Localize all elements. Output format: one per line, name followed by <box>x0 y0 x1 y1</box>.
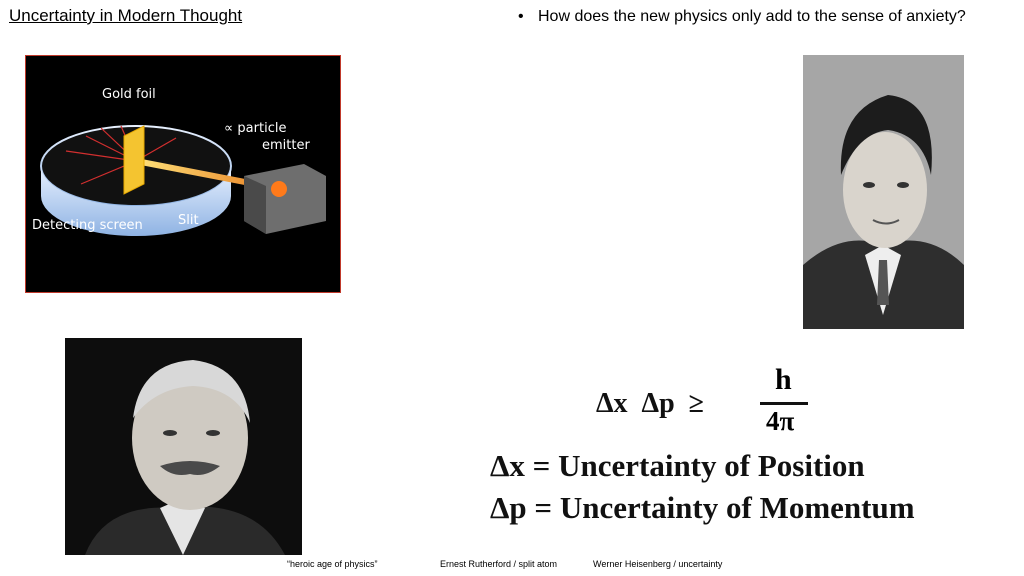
particle-emitter-box <box>244 164 326 234</box>
definition-delta-p: Δp = Uncertainty of Momentum <box>490 490 915 525</box>
formula-numerator: h <box>775 363 792 396</box>
bullet-text: How does the new physics only add to the sense of anxiety? <box>538 8 966 25</box>
formula-denominator: 4π <box>766 406 795 436</box>
fraction-bar <box>760 402 808 405</box>
label-slit: Slit <box>178 213 199 228</box>
uncertainty-inequality-lhs: Δx Δp ≥ <box>596 388 705 419</box>
label-detecting-screen: Detecting screen <box>32 218 143 233</box>
rutherford-portrait-photo <box>65 338 302 555</box>
caption-rutherford: Ernest Rutherford / split atom <box>440 559 558 569</box>
label-particle: ∝ particle <box>224 121 287 136</box>
bullet-question <box>518 8 966 26</box>
definition-delta-x: Δx = Uncertainty of Position <box>490 448 865 483</box>
slide-title: Uncertainty in Modern Thought <box>9 6 243 25</box>
gold-foil-sheet <box>124 126 144 194</box>
caption-heisenberg: Werner Heisenberg / uncertainty <box>593 559 723 569</box>
gold-foil-diagram-svg <box>26 56 340 292</box>
heisenberg-portrait-svg <box>803 55 964 329</box>
caption-heroic-age: “heroic age of physics” <box>287 559 378 569</box>
heisenberg-portrait-photo <box>803 55 964 329</box>
label-gold-foil: Gold foil <box>102 87 156 102</box>
gold-foil-experiment-diagram <box>25 55 341 293</box>
label-emitter: emitter <box>262 138 310 153</box>
rutherford-portrait-svg <box>65 338 302 555</box>
bullet-dot-icon: • <box>518 8 524 25</box>
